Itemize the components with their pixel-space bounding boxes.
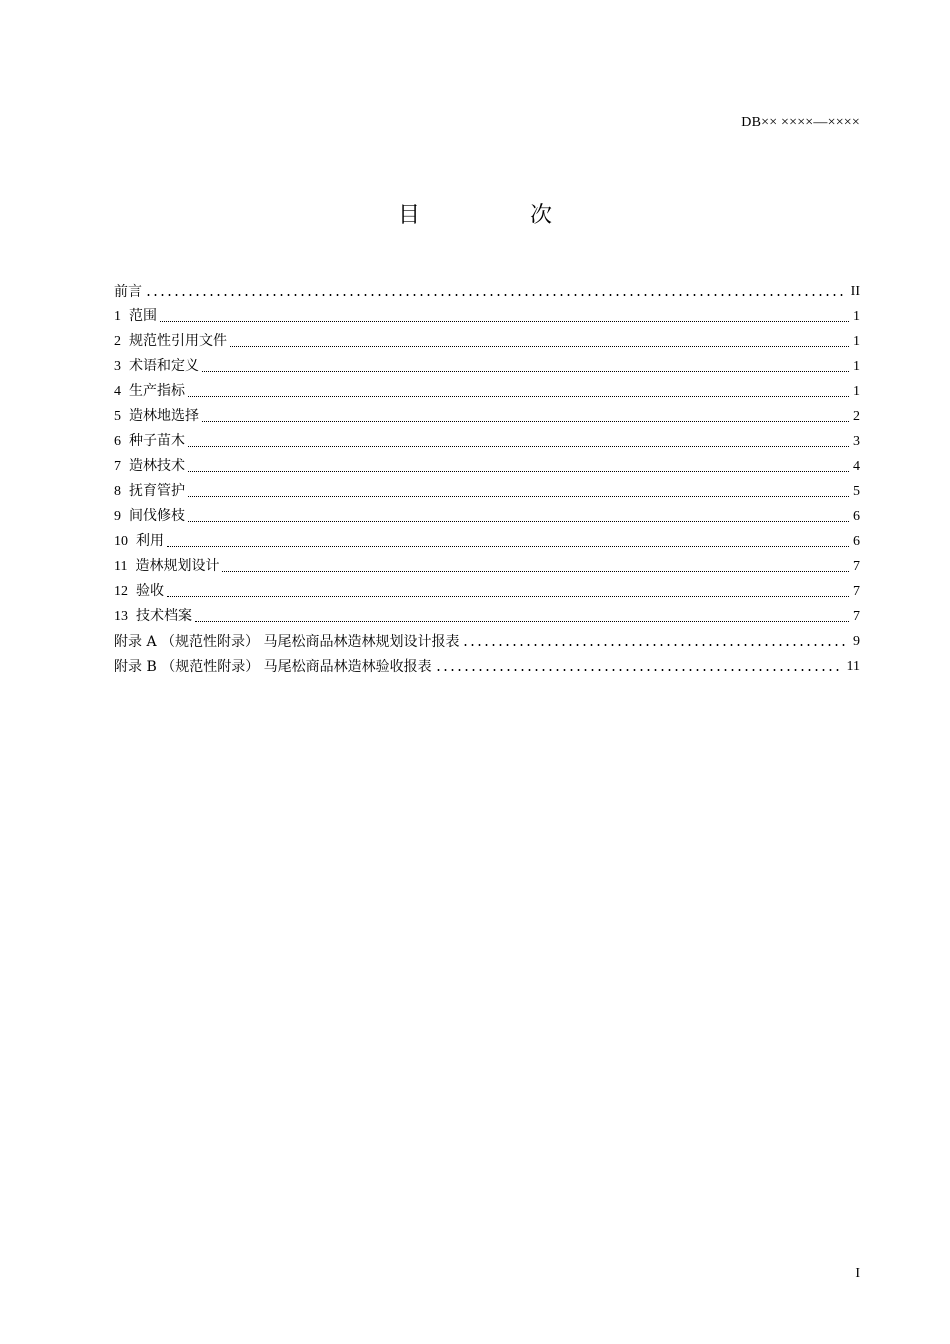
toc-entry[interactable]	[114, 577, 860, 602]
toc-entry-title: 造林技术	[129, 458, 185, 474]
toc-entry[interactable]	[114, 452, 860, 477]
toc-entry-label	[114, 506, 186, 527]
toc-entry[interactable]	[114, 427, 860, 452]
toc-entry-title: 范围	[129, 308, 157, 324]
toc-entry-number: 10	[114, 534, 128, 549]
toc-entry[interactable]	[114, 552, 860, 577]
toc-leader-dots	[145, 293, 847, 297]
toc-entry-page: 7	[853, 584, 860, 599]
toc-entry[interactable]	[114, 402, 860, 427]
toc-entry-number: 6	[114, 434, 121, 449]
toc-leader-dots	[195, 620, 849, 622]
toc-entry-title: 造林规划设计	[135, 558, 220, 574]
toc-entry-title: 附录 A （规范性附录） 马尾松商品林造林规划设计报表	[114, 634, 460, 650]
toc-entry-number: 7	[114, 459, 121, 474]
toc-entry[interactable]	[114, 302, 860, 327]
toc-entry-label	[114, 481, 186, 502]
toc-entry-number: 2	[114, 334, 121, 349]
toc-entry-number: 8	[114, 484, 121, 499]
toc-entry-number: 1	[114, 309, 121, 324]
page-number: I	[855, 1266, 860, 1281]
toc-entry-label	[114, 381, 186, 402]
toc-leader-dots	[188, 495, 849, 497]
toc-entry-page: 7	[853, 559, 860, 574]
toc-entry[interactable]	[114, 652, 860, 677]
toc-entry-label	[114, 606, 193, 627]
toc-entry[interactable]	[114, 502, 860, 527]
toc-entry-title: 利用	[136, 533, 164, 549]
table-of-contents	[114, 277, 860, 677]
toc-entry[interactable]	[114, 377, 860, 402]
toc-entry-page: II	[850, 284, 860, 299]
document-code: DB×× ××××—××××	[741, 115, 860, 130]
toc-entry-page: 1	[853, 384, 860, 399]
toc-entry-page: 2	[853, 409, 860, 424]
toc-entry-page: 1	[853, 334, 860, 349]
toc-entry-title: 前言	[114, 284, 142, 300]
toc-entry[interactable]	[114, 277, 860, 302]
toc-entry-label	[114, 282, 143, 302]
toc-leader-dots	[435, 668, 843, 672]
toc-entry[interactable]	[114, 327, 860, 352]
toc-entry-label	[114, 581, 165, 602]
toc-entry-title: 抚育管护	[129, 483, 185, 499]
toc-entry-title: 生产指标	[129, 383, 185, 399]
toc-entry-label	[114, 456, 186, 477]
toc-entry-label	[114, 306, 158, 327]
toc-entry-label	[114, 356, 200, 377]
toc-entry[interactable]	[114, 627, 860, 652]
toc-entry[interactable]	[114, 602, 860, 627]
toc-entry[interactable]	[114, 477, 860, 502]
toc-leader-dots	[202, 370, 849, 372]
toc-leader-dots	[462, 643, 849, 647]
toc-entry-number: 5	[114, 409, 121, 424]
toc-leader-dots	[160, 320, 849, 322]
toc-entry-label	[114, 632, 460, 652]
toc-entry-title: 术语和定义	[129, 358, 199, 374]
toc-entry-number: 3	[114, 359, 121, 374]
toc-entry-page: 11	[846, 659, 860, 674]
toc-entry-page: 1	[853, 359, 860, 374]
toc-entry-page: 1	[853, 309, 860, 324]
toc-title: 目 次	[397, 203, 596, 228]
toc-entry[interactable]	[114, 527, 860, 552]
toc-leader-dots	[188, 470, 849, 472]
toc-entry-title: 技术档案	[136, 608, 192, 624]
toc-leader-dots	[167, 545, 849, 547]
toc-leader-dots	[167, 595, 849, 597]
toc-leader-dots	[188, 445, 849, 447]
toc-entry-label	[114, 657, 433, 677]
toc-entry[interactable]	[114, 352, 860, 377]
toc-entry-page: 4	[853, 459, 860, 474]
toc-leader-dots	[202, 420, 849, 422]
toc-entry-page: 6	[853, 534, 860, 549]
toc-entry-number: 12	[114, 584, 128, 599]
toc-entry-title: 种子苗木	[129, 433, 185, 449]
toc-entry-number: 11	[114, 559, 128, 574]
toc-entry-label	[114, 556, 220, 577]
toc-leader-dots	[188, 520, 849, 522]
toc-leader-dots	[222, 570, 849, 572]
toc-leader-dots	[188, 395, 849, 397]
toc-entry-number: 4	[114, 384, 121, 399]
toc-entry-page: 3	[853, 434, 860, 449]
toc-entry-title: 规范性引用文件	[129, 333, 227, 349]
toc-leader-dots	[230, 345, 849, 347]
toc-entry-page: 7	[853, 609, 860, 624]
toc-entry-page: 6	[853, 509, 860, 524]
toc-entry-label	[114, 331, 228, 352]
toc-entry-number: 13	[114, 609, 128, 624]
toc-entry-page: 5	[853, 484, 860, 499]
toc-entry-title: 造林地选择	[129, 408, 199, 424]
toc-entry-page: 9	[853, 634, 860, 649]
toc-entry-label	[114, 431, 186, 452]
toc-entry-title: 验收	[136, 583, 164, 599]
toc-entry-label	[114, 406, 200, 427]
toc-entry-label	[114, 531, 165, 552]
toc-entry-title: 间伐修枝	[129, 508, 185, 524]
toc-entry-number: 9	[114, 509, 121, 524]
toc-entry-title: 附录 B （规范性附录） 马尾松商品林造林验收报表	[114, 659, 432, 675]
